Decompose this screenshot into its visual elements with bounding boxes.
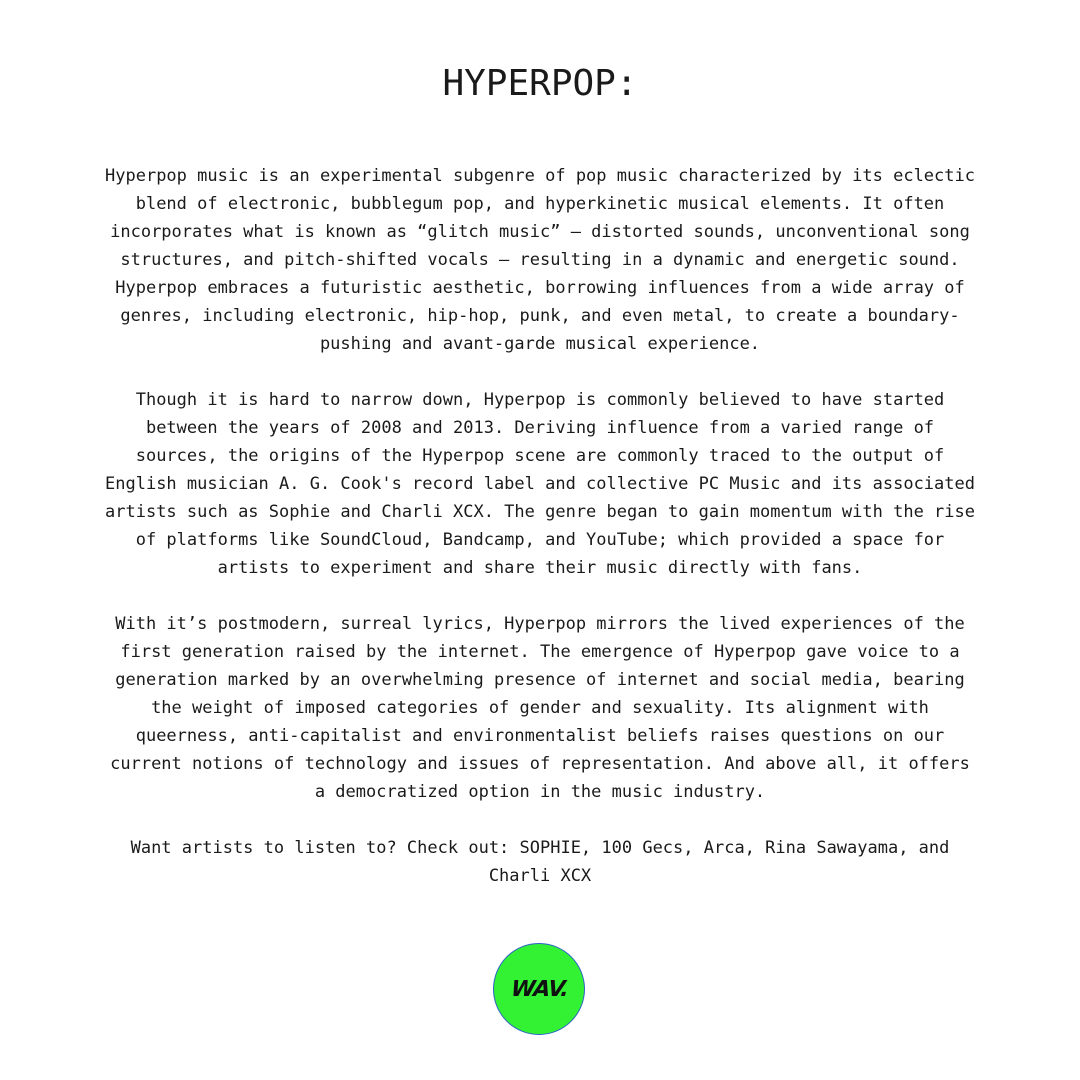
page-title: HYPERPOP: [442,63,638,104]
wav-logo [493,943,585,1035]
paragraph-recommendations: Want artists to listen to? Check out: SOPHIE, 100 Gecs, Arca, Rina Sawayama, and Charli XCX [130,838,950,886]
wav-logo-text: WAV. [509,976,569,1002]
article-body [70,162,1010,890]
paragraph-culture: With it’s postmodern, surreal lyrics, Hyperpop mirrors the lived experiences of the first generation raised by the internet. The emergence of Hyperpop gave voice to a generation marked by an overwhelming presence of internet and social media, bearing the weight of imposed categories of gender and sexuality. Its alignment with queerness, anti-capitalist and environmentalist beliefs raises questions on our current notions of technology and issues of representation. And above all, it offers a democratized option in the music industry. [110,614,970,802]
paragraph-origins: Though it is hard to narrow down, Hyperpop is commonly believed to have started between the years of 2008 and 2013. Deriving influence from a varied range of sources, the origins of the Hyperpop scene are commonly traced to the output of English musician A. G. Cook's record label and collective PC Music and its associated artists such as Sophie and Charli XCX. The genre began to gain momentum with the rise of platforms like SoundCloud, Bandcamp, and YouTube; which provided a space for artists to experiment and share their music directly with fans. [105,390,975,578]
paragraph-intro: Hyperpop music is an experimental subgenre of pop music characterized by its eclectic blend of electronic, bubblegum pop, and hyperkinetic musical elements. It often incorporates what is known as “glitch music” – distorted sounds, unconventional song structures, and pitch-shifted vocals – resulting in a dynamic and energetic sound. Hyperpop embraces a futuristic aesthetic, borrowing influences from a wide array of genres, including electronic, hip-hop, punk, and even metal, to create a boundary- pushing and avant-garde musical experience. [105,166,975,354]
